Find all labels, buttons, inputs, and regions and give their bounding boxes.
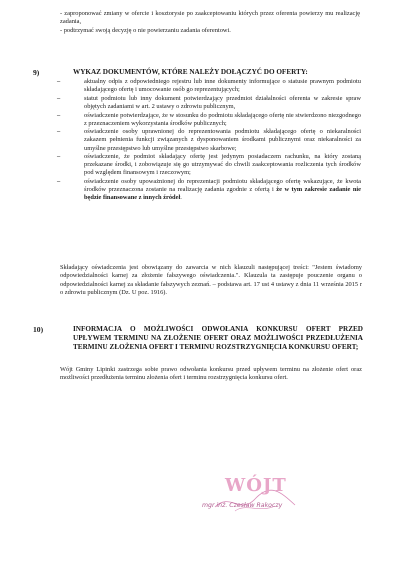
- dash-bullet: –: [57, 128, 61, 136]
- dash-bullet: –: [57, 153, 61, 161]
- signature-stamp: [202, 475, 315, 525]
- dash-bullet: –: [57, 178, 61, 186]
- dash-bullet: –: [57, 94, 61, 102]
- section-9-title: WYKAZ DOKUMENTÓW, KTÓRE NALEŻY DOŁĄCZYĆ DO OFERTY:: [73, 68, 308, 76]
- documents-list: [57, 78, 361, 203]
- section-10-body: Wójt Gminy Lipinki zastrzega sobie prawo odwołania konkursu przed upływem terminu na złożenie ofert oraz możliwości przedłużenia terminu złożenia ofert i terminu rozstrzygnięcia konkursu ofert.: [60, 366, 362, 382]
- list-item: – oświadczenie osoby upoważnionej do reprezentacji podmiotu składającego ofertę wskazujące, że kwota środków przeznaczona zostanie na realizację zadania zgodnie z ofertą i że w tym zakresie zadanie nie będzie finansowane z innych źródeł.: [57, 178, 361, 202]
- clause-paragraph: Składający oświadczenia jest obowiązany do zawarcia w nich klauzuli następującej treści: "Jestem świadomy odpowiedzialności karnej za złożenie fałszywego oświadczenia.". Klauzula ta zastępuje pouczenie organu o odpowiedzialności karnej za składanie fałszywych zeznań. – podstawa art. 17 ust 4 ustawy z dnia 11 września 2015 r o zdrowiu publicznym (Dz. U poz. 1916).: [60, 264, 362, 296]
- list-item: – statut podmiotu lub inny dokument potwierdzający przedmiot działalności oferenta w zakresie spraw objętych zadaniami w art. 2 ustawy o zdrowiu publicznym,: [57, 94, 361, 110]
- intro-line: - zaproponować zmiany w ofercie i kosztorysie po zaakceptowaniu których przez oferenta powierzy mu realizację zadania,: [60, 10, 360, 26]
- list-item: – oświadczenie, że podmiot składający ofertę jest jedynym posiadaczem rachunku, na który zostaną przekazane środki, i zobowiązuje się go utrzymywać do chwili zaakceptowania rozliczenia tych środków pod względem finansowym i rzeczowym;: [57, 153, 361, 177]
- list-item: – aktualny odpis z odpowiedniego rejestru lub inne dokumenty informujące o statusie prawnym podmiotu składającego ofertę i umocowanie osób go reprezentujących;: [57, 78, 361, 94]
- signature-name: mgr inż. Czesław Rakoczy: [202, 502, 283, 509]
- section-10-title: INFORMACJA O MOŻLIWOŚCI ODWOŁANIA KONKURSU OFERT PRZED UPŁYWEM TERMINU NA ZŁOŻENIE OFERT ORAZ MOŻLIWOŚCI PRZEDŁUŻENIA TERMINU ZŁOŻENIA OFERT I TERMINU ROZSTRZYGNIĘCIA KONKURSU OFERT;: [73, 325, 363, 352]
- bold-emphasis: że w tym zakresie zadanie nie będzie finansowane z innych źródeł: [84, 186, 361, 202]
- dash-bullet: –: [57, 78, 61, 85]
- section-9-number: 9): [33, 68, 40, 77]
- list-item: – oświadczenie potwierdzające, że w stosunku do podmiotu składającego ofertę nie stwierdzono niezgodnego z przeznaczeniem wykorzystania środków publicznych;: [57, 111, 361, 127]
- intro-options: [60, 10, 360, 35]
- dash-bullet: –: [57, 111, 61, 119]
- section-10-number: 10): [33, 325, 44, 334]
- signature-title: WÓJT: [225, 475, 287, 496]
- intro-line: - podtrzymać swoją decyzję o nie powierzaniu zadania oferentowi.: [60, 26, 231, 34]
- list-item: – oświadczenie osoby uprawnionej do reprezentowania podmiotu składającego ofertę o niekaralności zakazem pełnienia funkcji związanych z dysponowaniem środkami publicznymi oraz niekaralności za umyślne przestępstwo lub umyślne przestępstwo skarbowe;: [57, 128, 361, 152]
